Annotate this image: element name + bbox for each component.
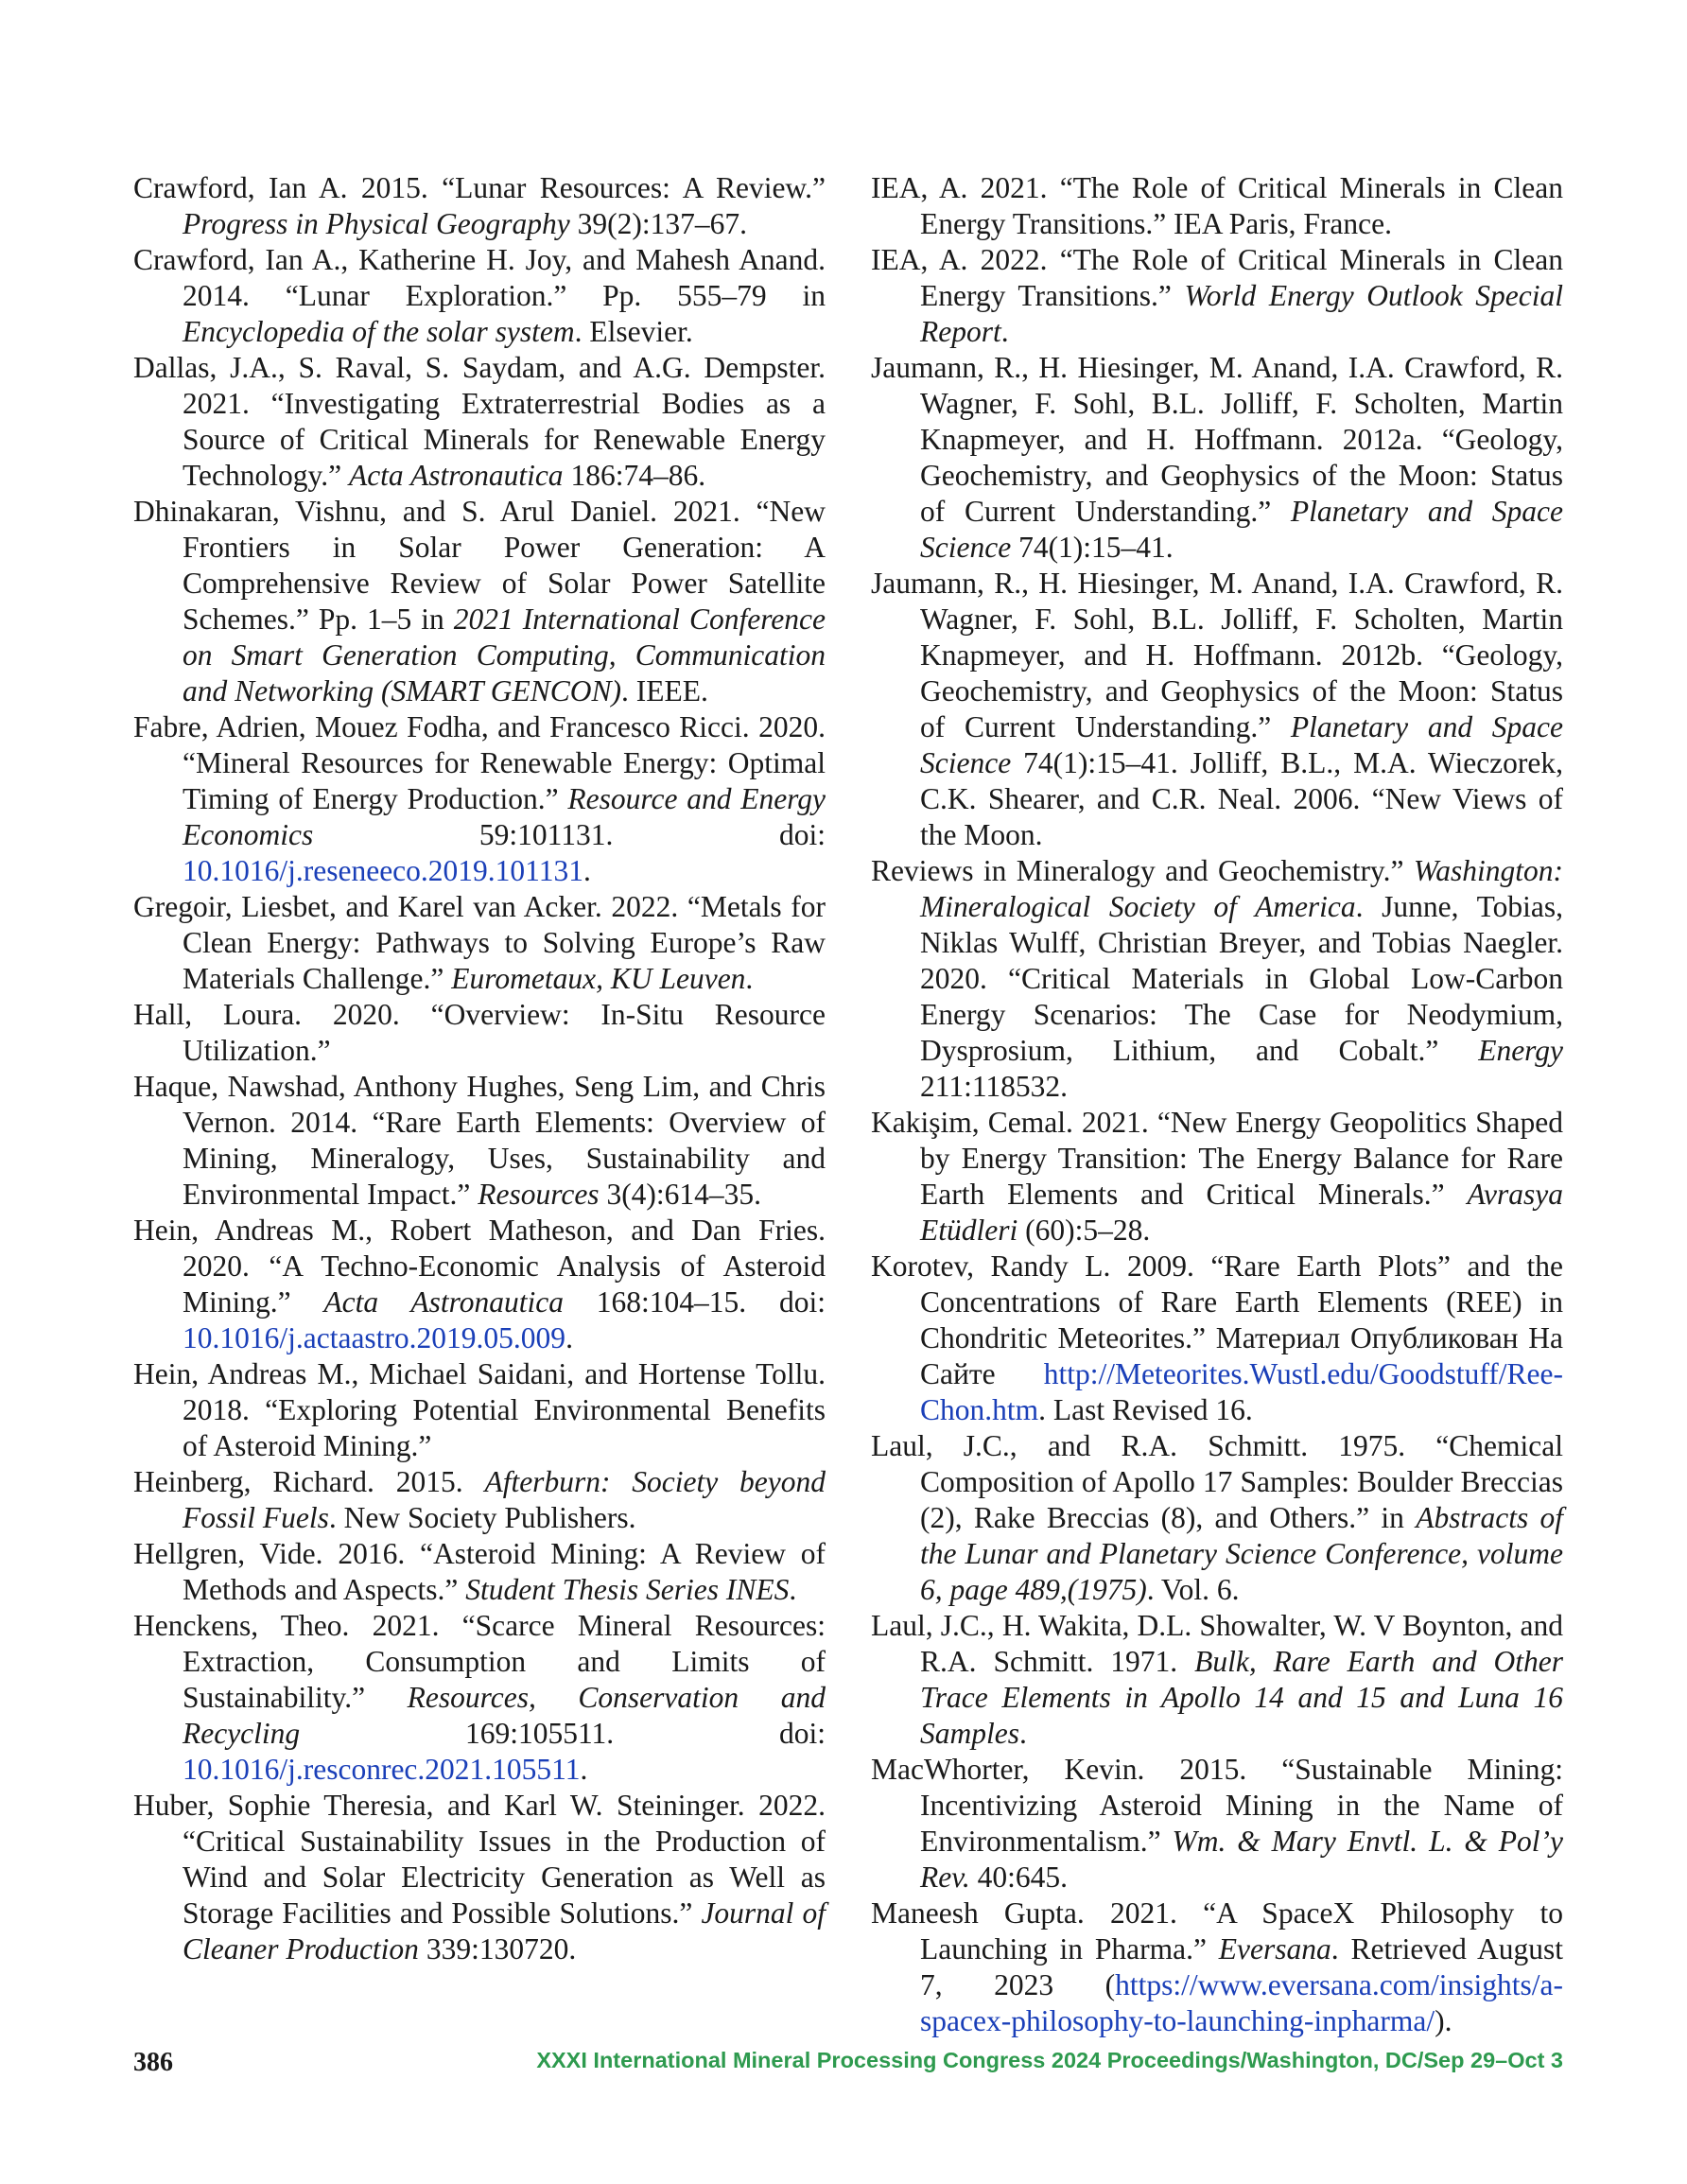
reference-text: Gregoir, Liesbet, and Karel van Acker. 2022. “Metals for Clean Energy: Pathways to Solving Europe’s Raw Materials Challenge.” bbox=[133, 890, 826, 995]
reference-entry bbox=[133, 1069, 826, 1213]
reference-entry bbox=[133, 889, 826, 997]
reference-text: Laul, J.C., and R.A. Schmitt. 1975. “Chemical Composition of Apollo 17 Samples: Boulder Breccias (2), Rake Breccias (8), and Others.” in bbox=[871, 1429, 1563, 1534]
reference-text: Korotev, Randy L. 2009. “Rare Earth Plots” and the Concentrations of Rare Earth Elements (REE) in Chondritic Meteorites.” Материал Опубликован На Сайте bbox=[871, 1249, 1563, 1390]
reference-source-title: Eurometaux, KU Leuven bbox=[451, 962, 746, 995]
reference-text: . Retrieved August 7, 2023 ( bbox=[920, 1932, 1563, 2001]
reference-source-title: Abstracts of the Lunar and Planetary Science Conference, volume 6, page 489,(1975) bbox=[920, 1501, 1563, 1606]
reference-text: Reviews in Mineralogy and Geochemistry.” bbox=[871, 854, 1414, 887]
reference-text: Laul, J.C., H. Wakita, D.L. Showalter, W. V Boynton, and R.A. Schmitt. 1971. bbox=[871, 1609, 1563, 1678]
reference-text: Hein, Andreas M., Michael Saidani, and Hortense Tollu. 2018. “Exploring Potential Environmental Benefits of Asteroid Mining.” bbox=[133, 1357, 826, 1462]
reference-source-title: Acta Astronautica bbox=[323, 1285, 564, 1319]
reference-entry bbox=[871, 566, 1563, 853]
reference-entry bbox=[871, 350, 1563, 566]
reference-source-title: Bulk, Rare Earth and Other Trace Elements in Apollo 14 and 15 and Luna 16 Samples bbox=[920, 1645, 1564, 1750]
reference-entry bbox=[133, 709, 826, 889]
reference-text: Hein, Andreas M., Robert Matheson, and Dan Fries. 2020. “A Techno-Economic Analysis of Asteroid Mining.” bbox=[133, 1214, 826, 1319]
reference-text: 169:105511. doi: bbox=[300, 1717, 826, 1750]
reference-entry bbox=[871, 1249, 1563, 1428]
references-left-column bbox=[133, 170, 826, 1967]
reference-text: Huber, Sophie Theresia, and Karl W. Steininger. 2022. “Critical Sustainability Issues in the Production of Wind and Solar Electricity Generation as Well as Storage Facilities and Possible Solutions.” bbox=[133, 1789, 826, 1930]
reference-text: . Last Revised 16. bbox=[1038, 1393, 1253, 1426]
reference-text: 74(1):15–41. bbox=[1011, 531, 1174, 564]
reference-text: 3(4):614–35. bbox=[599, 1178, 762, 1211]
reference-text: . bbox=[789, 1573, 797, 1606]
reference-source-title: Eversana bbox=[1218, 1932, 1331, 1966]
reference-text: . bbox=[745, 962, 754, 995]
reference-text: Jaumann, R., H. Hiesinger, M. Anand, I.A. Crawford, R. Wagner, F. Sohl, B.L. Jolliff, F. Scholten, Martin Knapmeyer, and H. Hoffmann. 2012a. “Geology, Geochemistry, and Geophysics of the Moon: Status of Current Understanding.” bbox=[871, 351, 1563, 528]
reference-text: . bbox=[583, 854, 591, 887]
reference-text: . New Society Publishers. bbox=[328, 1501, 636, 1534]
reference-entry bbox=[871, 1105, 1563, 1249]
reference-text: 74(1):15–41. Jolliff, B.L., M.A. Wieczorek, C.K. Shearer, and C.R. Neal. 2006. “New Views of the Moon. bbox=[920, 746, 1563, 851]
reference-link[interactable]: 10.1016/j.resconrec.2021.105511 bbox=[183, 1753, 581, 1786]
reference-entry bbox=[133, 997, 826, 1069]
reference-text: Henckens, Theo. 2021. “Scarce Mineral Resources: Extraction, Consumption and Limits of Sustainability.” bbox=[133, 1609, 826, 1714]
reference-source-title: Resources, Conservation and Recycling bbox=[183, 1681, 826, 1750]
reference-text: MacWhorter, Kevin. 2015. “Sustainable Mining: Incentivizing Asteroid Mining in the Name of Environmentalism.” bbox=[871, 1753, 1563, 1858]
reference-source-title: Planetary and Space Science bbox=[920, 495, 1563, 564]
reference-entry bbox=[871, 170, 1563, 242]
reference-entry bbox=[871, 1608, 1563, 1752]
reference-text: 186:74–86. bbox=[563, 459, 706, 492]
reference-entry bbox=[133, 1788, 826, 1967]
reference-source-title: Resource and Energy Economics bbox=[183, 782, 826, 851]
reference-source-title: Journal of Cleaner Production bbox=[183, 1896, 826, 1966]
reference-entry bbox=[871, 1428, 1563, 1608]
reference-entry bbox=[133, 1213, 826, 1356]
reference-text: Dhinakaran, Vishnu, and S. Arul Daniel. 2021. “New Frontiers in Solar Power Generation: A Comprehensive Review of Solar Power Satellite Schemes.” Pp. 1–5 in bbox=[133, 495, 826, 636]
reference-text: . Elsevier. bbox=[574, 315, 693, 348]
reference-link[interactable]: 10.1016/j.actaastro.2019.05.009 bbox=[183, 1321, 566, 1354]
reference-text: Hellgren, Vide. 2016. “Asteroid Mining: A Review of Methods and Aspects.” bbox=[133, 1537, 826, 1606]
reference-text: (60):5–28. bbox=[1017, 1214, 1151, 1247]
reference-text: Jaumann, R., H. Hiesinger, M. Anand, I.A. Crawford, R. Wagner, F. Sohl, B.L. Jolliff, F. Scholten, Martin Knapmeyer, and H. Hoffmann. 2012b. “Geology, Geochemistry, and Geophysics of the Moon: Status of Current Understanding.” bbox=[871, 567, 1563, 743]
reference-entry bbox=[871, 853, 1563, 1105]
reference-entry bbox=[133, 1464, 826, 1536]
reference-text: IEA, A. 2022. “The Role of Critical Minerals in Clean Energy Transitions.” bbox=[871, 243, 1563, 312]
reference-text: 39(2):137–67. bbox=[569, 207, 747, 240]
reference-text: Crawford, Ian A., Katherine H. Joy, and Mahesh Anand. 2014. “Lunar Exploration.” Pp. 555–79 in bbox=[133, 243, 826, 312]
reference-text: . Vol. 6. bbox=[1146, 1573, 1240, 1606]
reference-text: Fabre, Adrien, Mouez Fodha, and Francesco Ricci. 2020. “Mineral Resources for Renewable Energy: Optimal Timing of Energy Production.” bbox=[133, 710, 826, 815]
reference-entry bbox=[133, 350, 826, 494]
reference-source-title: World Energy Outlook Special Report bbox=[920, 279, 1564, 348]
reference-entry bbox=[871, 242, 1563, 350]
page-number: 386 bbox=[133, 2048, 173, 2077]
reference-text: Heinberg, Richard. 2015. bbox=[133, 1465, 485, 1498]
reference-source-title: Wm. & Mary Envtl. L. & Pol’y Rev. bbox=[920, 1825, 1563, 1894]
reference-text: . bbox=[1000, 315, 1009, 348]
reference-text: 211:118532. bbox=[920, 1070, 1069, 1103]
reference-source-title: Avrasya Etüdleri bbox=[920, 1178, 1563, 1247]
reference-text: Crawford, Ian A. 2015. “Lunar Resources: A Review.” bbox=[133, 171, 826, 204]
reference-text: 339:130720. bbox=[418, 1932, 577, 1966]
reference-text: Dallas, J.A., S. Raval, S. Saydam, and A.G. Dempster. 2021. “Investigating Extraterrestrial Bodies as a Source of Critical Minerals for Renewable Energy Technology.” bbox=[133, 351, 826, 492]
reference-text: Maneesh Gupta. 2021. “A SpaceX Philosophy to Launching in Pharma.” bbox=[871, 1896, 1563, 1966]
reference-link[interactable]: 10.1016/j.reseneeco.2019.101131 bbox=[183, 854, 583, 887]
reference-source-title: Energy bbox=[1478, 1034, 1563, 1067]
reference-entry bbox=[133, 1608, 826, 1788]
reference-text: 40:645. bbox=[969, 1861, 1069, 1894]
reference-text: Hall, Loura. 2020. “Overview: In-Situ Resource Utilization.” bbox=[133, 998, 826, 1067]
reference-entry bbox=[871, 1752, 1563, 1896]
reference-text: . bbox=[580, 1753, 588, 1786]
reference-link[interactable]: https://www.eversana.com/insights/a-spacex-philosophy-to-launching-inpharma/ bbox=[920, 1968, 1563, 2037]
reference-source-title: Planetary and Space Science bbox=[920, 710, 1563, 779]
reference-link[interactable]: http://Meteorites.Wustl.edu/Goodstuff/Ree-Chon.htm bbox=[920, 1357, 1563, 1426]
reference-entry bbox=[133, 1356, 826, 1464]
reference-entry bbox=[133, 494, 826, 709]
page-footer bbox=[133, 2048, 1563, 2086]
reference-entry bbox=[133, 1536, 826, 1608]
reference-text: . Junne, Tobias, Niklas Wulff, Christian Breyer, and Tobias Naegler. 2020. “Critical Materials in Global Low-Carbon Energy Scenarios: The Case for Neodymium, Dysprosium, Lithium, and Cobalt.” bbox=[920, 890, 1563, 1067]
references-right-column bbox=[871, 170, 1563, 2039]
reference-text: ). bbox=[1435, 2004, 1452, 2037]
reference-text: 59:101131. doi: bbox=[313, 818, 826, 851]
reference-source-title: Encyclopedia of the solar system bbox=[183, 315, 575, 348]
reference-source-title: Student Thesis Series INES bbox=[465, 1573, 790, 1606]
reference-source-title: 2021 International Conference on Smart Generation Computing, Communication and Networking (SMART GENCON) bbox=[183, 603, 826, 708]
reference-text: . IEEE. bbox=[621, 674, 708, 708]
reference-source-title: Washington: Mineralogical Society of America bbox=[920, 854, 1563, 923]
reference-source-title: Acta Astronautica bbox=[348, 459, 564, 492]
reference-text: . bbox=[565, 1321, 573, 1354]
reference-text: Kakişim, Cemal. 2021. “New Energy Geopolitics Shaped by Energy Transition: The Energy Balance for Rare Earth Elements and Critical Minerals.” bbox=[871, 1106, 1563, 1211]
reference-source-title: Progress in Physical Geography bbox=[183, 207, 570, 240]
reference-text: Haque, Nawshad, Anthony Hughes, Seng Lim, and Chris Vernon. 2014. “Rare Earth Elements: Overview of Mining, Mineralogy, Uses, Sustainability and Environmental Impact.” bbox=[133, 1070, 826, 1211]
running-title: XXXI International Mineral Processing Congress 2024 Proceedings/Washington, DC/Sep 29–Oct 3 bbox=[536, 2048, 1563, 2072]
reference-text: 168:104–15. doi: bbox=[563, 1285, 826, 1319]
reference-entry bbox=[871, 1896, 1563, 2039]
reference-source-title: Resources bbox=[478, 1178, 600, 1211]
reference-entry bbox=[133, 170, 826, 242]
reference-entry bbox=[133, 242, 826, 350]
reference-text: . bbox=[1019, 1717, 1027, 1750]
reference-source-title: Afterburn: Society beyond Fossil Fuels bbox=[183, 1465, 826, 1534]
reference-text: IEA, A. 2021. “The Role of Critical Minerals in Clean Energy Transitions.” IEA Paris, France. bbox=[871, 171, 1563, 240]
